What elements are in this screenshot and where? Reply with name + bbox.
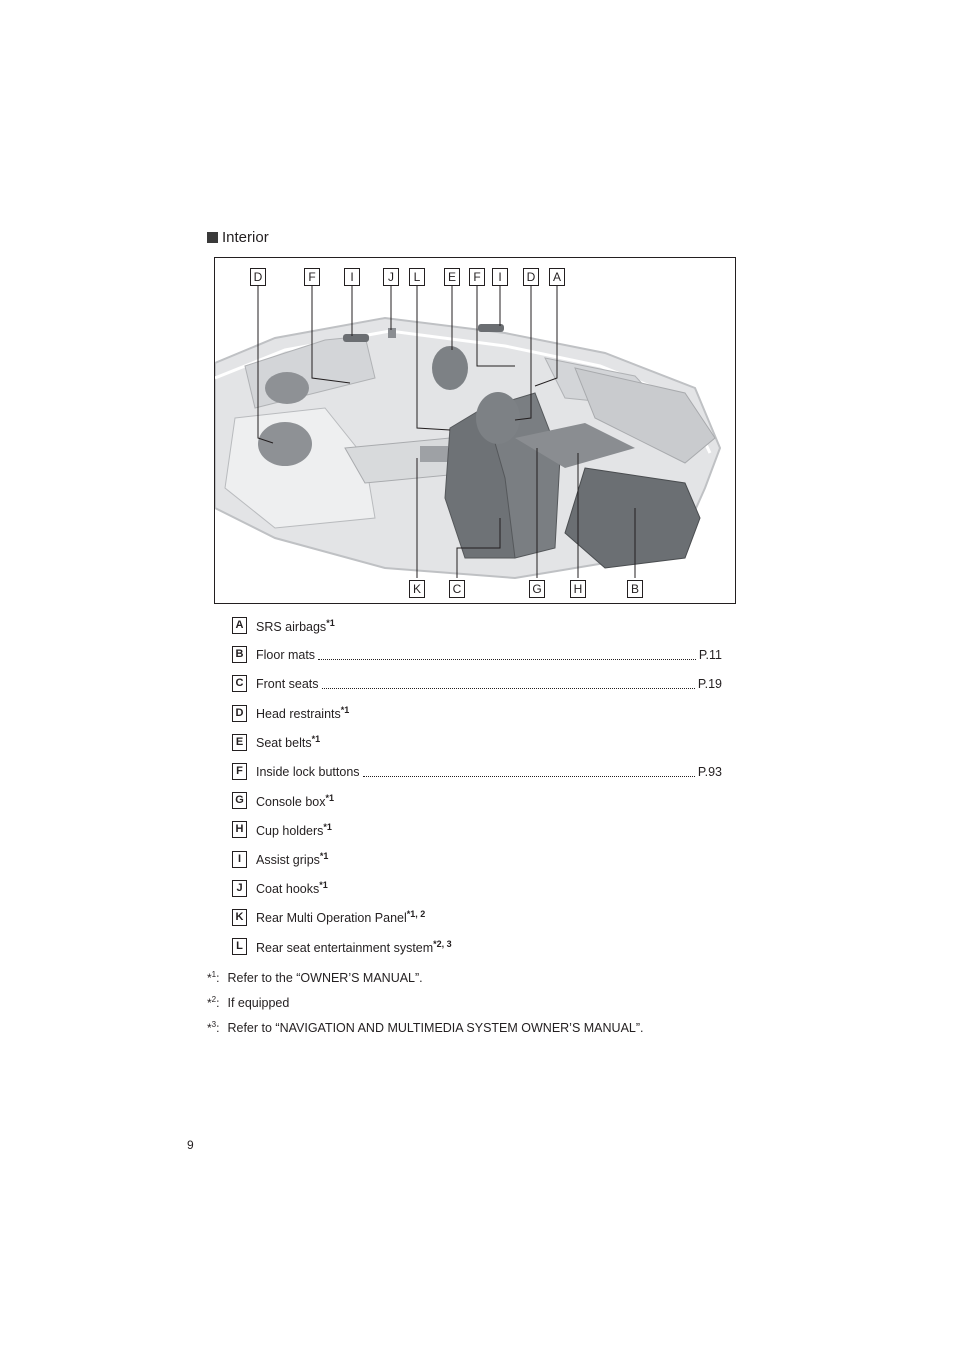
item-letter-badge: G [232, 792, 247, 809]
footnote [207, 965, 644, 990]
footnote-mark: *$^3$: [207, 1020, 220, 1035]
callout-e: E [444, 268, 460, 286]
callout-f-2: F [469, 268, 485, 286]
item-footnote-ref: *1 [311, 734, 321, 745]
interior-item-f [232, 757, 722, 786]
callout-h: H [570, 580, 586, 598]
page-reference-link[interactable]: P.19 [697, 676, 722, 691]
item-letter-badge: L [232, 938, 247, 955]
item-letter-badge: A [232, 617, 247, 634]
dot-leader [363, 775, 695, 777]
callout-f: F [304, 268, 320, 286]
item-footnote-ref: *1 [326, 617, 335, 628]
item-footnote-ref: *1 [340, 705, 350, 716]
callout-g: G [529, 580, 545, 598]
item-letter-badge: E [232, 734, 247, 751]
interior-item-l [232, 932, 722, 961]
dot-leader [322, 687, 695, 689]
interior-item-b [232, 640, 722, 669]
interior-item-h [232, 815, 722, 844]
item-label: Inside lock buttons [256, 764, 360, 779]
item-label: Console box$^{*1}$ [256, 792, 335, 809]
footnote-mark: *$^1$: [207, 970, 220, 985]
interior-item-d [232, 699, 722, 728]
callout-i-2: I [492, 268, 508, 286]
callout-d-2: D [523, 268, 539, 286]
item-label: Head restraints$^{*1}$ [256, 705, 350, 722]
item-label: Seat belts$^{*1}$ [256, 734, 321, 751]
item-letter-badge: F [232, 763, 247, 780]
footnote-text: Refer to “NAVIGATION AND MULTIMEDIA SYSTEM OWNER’S MANUAL”. [227, 1020, 644, 1035]
callout-j: J [383, 268, 399, 286]
callout-i: I [344, 268, 360, 286]
interior-item-e [232, 728, 722, 757]
item-letter-badge: C [232, 675, 247, 692]
interior-items-list [232, 611, 722, 961]
item-letter-badge: J [232, 880, 247, 897]
interior-item-k [232, 903, 722, 932]
footnote-text: Refer to the “OWNER’S MANUAL”. [227, 970, 423, 985]
item-footnote-ref: *1 [323, 821, 332, 832]
callout-l: L [409, 268, 425, 286]
interior-item-j [232, 874, 722, 903]
dot-leader [318, 658, 696, 660]
item-footnote-ref: *1 [319, 880, 328, 891]
page-number: 9 [187, 1138, 194, 1152]
footnotes [207, 965, 644, 1040]
item-footnote-ref: *1 [319, 851, 329, 862]
callout-k: K [409, 580, 425, 598]
car-interior-drawing [215, 258, 736, 604]
item-footnote-ref: *1 [325, 792, 335, 803]
item-label: SRS airbags$^{*1}$ [256, 617, 335, 634]
section-title-text: Interior [222, 229, 269, 246]
footnote [207, 990, 644, 1015]
item-label: Coat hooks$^{*1}$ [256, 880, 328, 897]
interior-item-i [232, 845, 722, 874]
callout-b: B [627, 580, 643, 598]
callout-d: D [250, 268, 266, 286]
item-label: Front seats [256, 676, 319, 691]
footnote-mark: *$^2$: [207, 995, 220, 1010]
item-letter-badge: B [232, 646, 247, 663]
footnote-text: If equipped [227, 995, 290, 1010]
interior-illustration [214, 257, 736, 604]
page-reference-link[interactable]: P.93 [697, 764, 722, 779]
item-letter-badge: H [232, 821, 247, 838]
item-label: Floor mats [256, 647, 316, 662]
section-title [207, 229, 269, 246]
section-square-icon [207, 232, 218, 243]
item-footnote-ref: *2, 3 [433, 938, 452, 949]
footnote [207, 1015, 644, 1040]
item-label: Cup holders$^{*1}$ [256, 821, 332, 838]
callout-a: A [549, 268, 565, 286]
item-label: Rear seat entertainment system$^{*2, 3}$ [256, 938, 452, 955]
page-reference-link[interactable]: P.11 [698, 647, 722, 662]
item-label: Assist grips$^{*1}$ [256, 851, 329, 868]
item-letter-badge: K [232, 909, 247, 926]
interior-item-c [232, 669, 722, 698]
callout-c: C [449, 580, 465, 598]
item-letter-badge: D [232, 705, 247, 722]
item-letter-badge: I [232, 851, 247, 868]
interior-item-g [232, 786, 722, 815]
item-footnote-ref: *1, 2 [406, 909, 426, 920]
interior-item-a [232, 611, 722, 640]
item-label: Rear Multi Operation Panel$^{*1, 2}$ [256, 909, 426, 926]
